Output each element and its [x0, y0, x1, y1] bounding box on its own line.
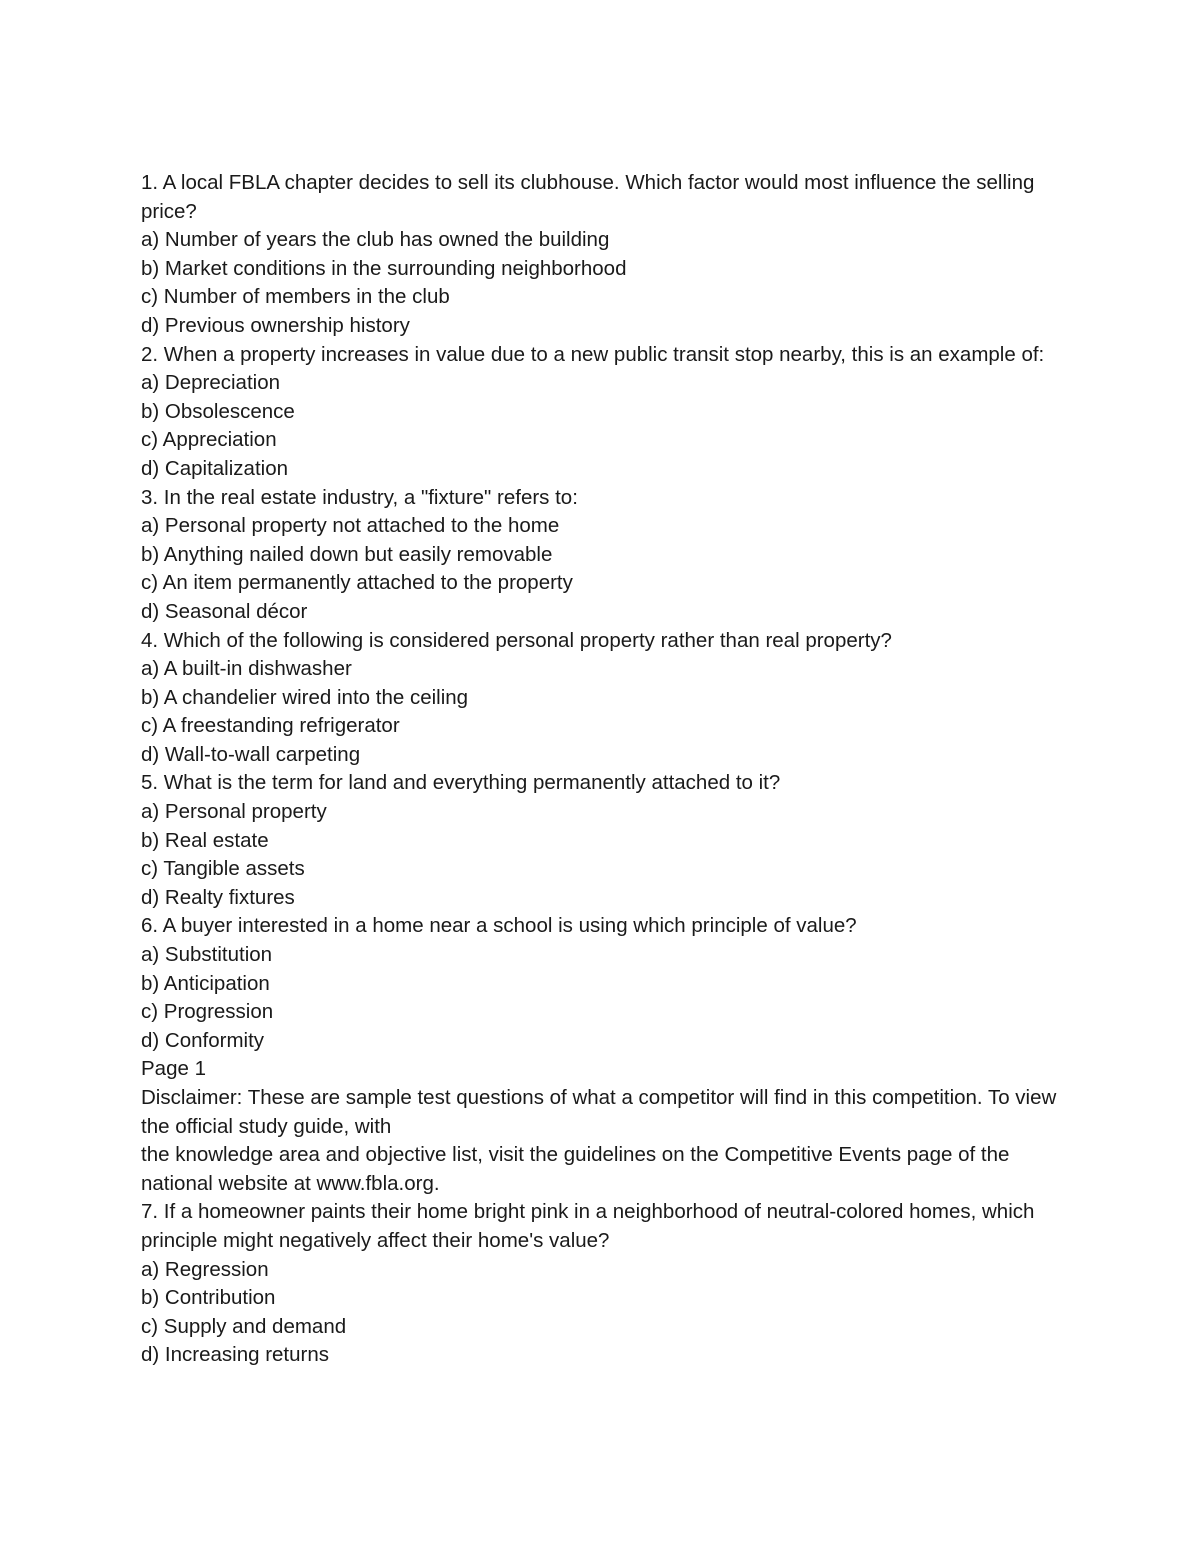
answer-option: d) Wall-to-wall carpeting: [141, 742, 361, 766]
answer-option: d) Seasonal décor: [141, 599, 308, 623]
answer-option: b) Anything nailed down but easily removable: [141, 542, 553, 566]
page-number-label: Page 1: [141, 1057, 206, 1081]
answer-option: d) Previous ownership history: [141, 313, 410, 337]
answer-option: a) Substitution: [141, 943, 273, 967]
answer-option: c) Supply and demand: [141, 1314, 347, 1338]
question-text: 4. Which of the following is considered personal property rather than real property?: [141, 628, 892, 652]
answer-option: c) Progression: [141, 1000, 274, 1024]
answer-option: a) Regression: [141, 1257, 269, 1281]
answer-option: d) Conformity: [141, 1028, 265, 1052]
answer-option: c) Tangible assets: [141, 857, 305, 881]
answer-option: a) Depreciation: [141, 371, 281, 395]
answer-option: d) Increasing returns: [141, 1343, 330, 1367]
answer-option: c) An item permanently attached to the property: [141, 571, 573, 595]
disclaimer: [141, 1084, 1071, 1198]
document-page: [141, 169, 1071, 1370]
question-block: [141, 1198, 1071, 1370]
question-block: [141, 769, 1071, 912]
answer-option: a) Personal property not attached to the home: [141, 514, 560, 538]
question-text: 1. A local FBLA chapter decides to sell its clubhouse. Which factor would most influence the selling price?: [141, 171, 1035, 223]
question-text: 3. In the real estate industry, a "fixture" refers to:: [141, 485, 578, 509]
answer-option: c) Number of members in the club: [141, 285, 450, 309]
question-block: [141, 912, 1071, 1055]
answer-option: b) Contribution: [141, 1286, 276, 1310]
question-block: [141, 169, 1071, 341]
disclaimer-line: Disclaimer: These are sample test questions of what a competitor will find in this competition. To view the official study guide, with: [141, 1086, 1057, 1138]
answer-option: c) Appreciation: [141, 428, 277, 452]
answer-option: b) Obsolescence: [141, 399, 295, 423]
question-text: 2. When a property increases in value due to a new public transit stop nearby, this is an example of:: [141, 342, 1045, 366]
answer-option: b) Real estate: [141, 828, 269, 852]
question-block: [141, 341, 1071, 484]
question-block: [141, 627, 1071, 770]
answer-option: a) Number of years the club has owned the building: [141, 228, 610, 252]
question-text: 6. A buyer interested in a home near a school is using which principle of value?: [141, 914, 857, 938]
answer-option: c) A freestanding refrigerator: [141, 714, 400, 738]
question-block: [141, 484, 1071, 627]
answer-option: b) A chandelier wired into the ceiling: [141, 685, 469, 709]
answer-option: b) Market conditions in the surrounding neighborhood: [141, 256, 627, 280]
answer-option: d) Realty fixtures: [141, 885, 295, 909]
answer-option: b) Anticipation: [141, 971, 270, 995]
answer-option: a) Personal property: [141, 800, 327, 824]
question-text: 5. What is the term for land and everything permanently attached to it?: [141, 771, 781, 795]
answer-option: d) Capitalization: [141, 456, 288, 480]
question-text: 7. If a homeowner paints their home bright pink in a neighborhood of neutral-colored homes, which principle might negatively affect their home's value?: [141, 1200, 1035, 1252]
disclaimer-line: the knowledge area and objective list, visit the guidelines on the Competitive Events page of the national website at www.fbla.org.: [141, 1143, 1010, 1195]
answer-option: a) A built-in dishwasher: [141, 657, 352, 681]
